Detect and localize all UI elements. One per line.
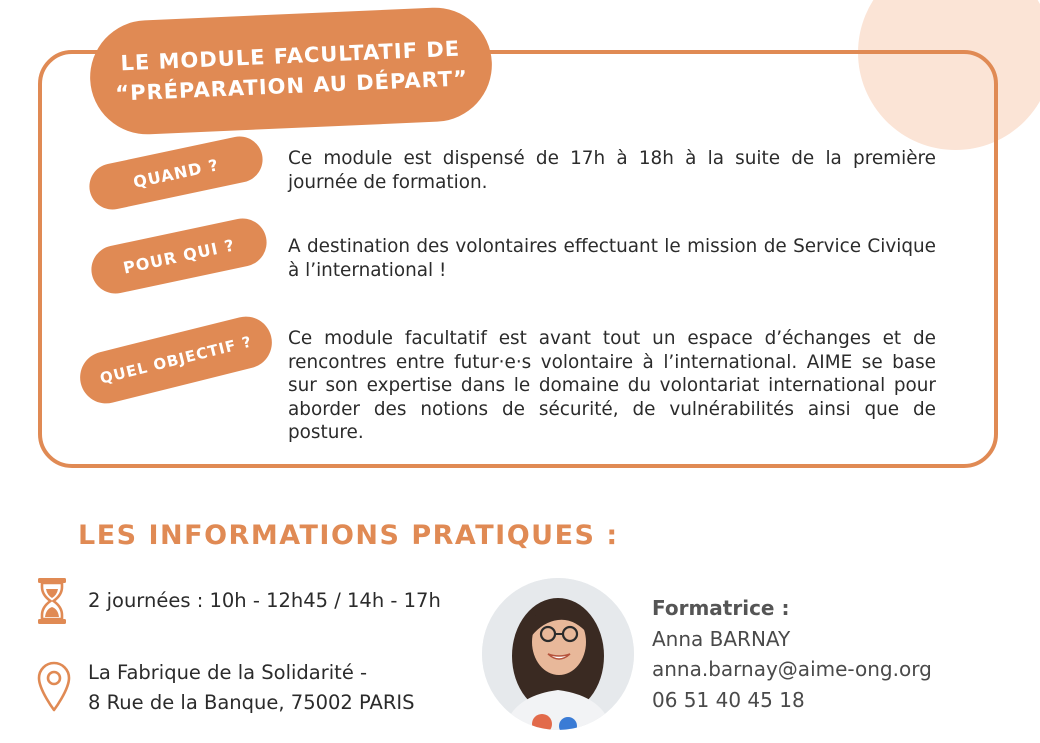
trainer-email[interactable]: anna.barnay@aime-ong.org: [652, 657, 932, 681]
trainer-phone[interactable]: 06 51 40 45 18: [652, 687, 805, 712]
address-line1: La Fabrique de la Solidarité -: [88, 661, 368, 684]
text-quand: Ce module est dispensé de 17h à 18h à la suite de la première journée de formation.: [288, 148, 936, 193]
trainer-name: Anna BARNAY: [652, 626, 791, 651]
trainer-contact: [652, 593, 932, 715]
location-pin-icon: [36, 660, 72, 712]
address-line2: 8 Rue de la Banque, 75002 PARIS: [88, 691, 415, 714]
trainer-label: Formatrice :: [652, 596, 790, 620]
trainer-avatar: [482, 578, 634, 730]
address-block: [88, 658, 415, 718]
practical-info-heading: LES INFORMATIONS PRATIQUES :: [78, 520, 619, 551]
module-title-line1: LE MODULE FACULTATIF DE: [120, 36, 461, 76]
hourglass-icon: [36, 577, 68, 625]
tag-pour-qui: POUR QUI ?: [87, 214, 271, 298]
text-pour-qui: A destination des volontaires effectuant le mission de Service Civique à l’international !: [288, 236, 936, 281]
module-title-line2: “PRÉPARATION AU DÉPART”: [114, 66, 469, 106]
schedule-text: 2 journées : 10h - 12h45 / 14h - 17h: [88, 589, 441, 612]
tag-quand: QUAND ?: [85, 132, 267, 214]
module-title: [88, 5, 495, 136]
text-quel-objectif: Ce module facultatif est avant tout un espace d’échanges et de rencontres entre futur·e·s volontaire à l’international. AIME se base sur son expertise dans le domaine du volontariat international pour aborder des notions de sécurité, de vulnérabilités ainsi que de posture.: [288, 328, 936, 443]
tag-quel-objectif: QUEL OBJECTIF ?: [75, 311, 278, 409]
